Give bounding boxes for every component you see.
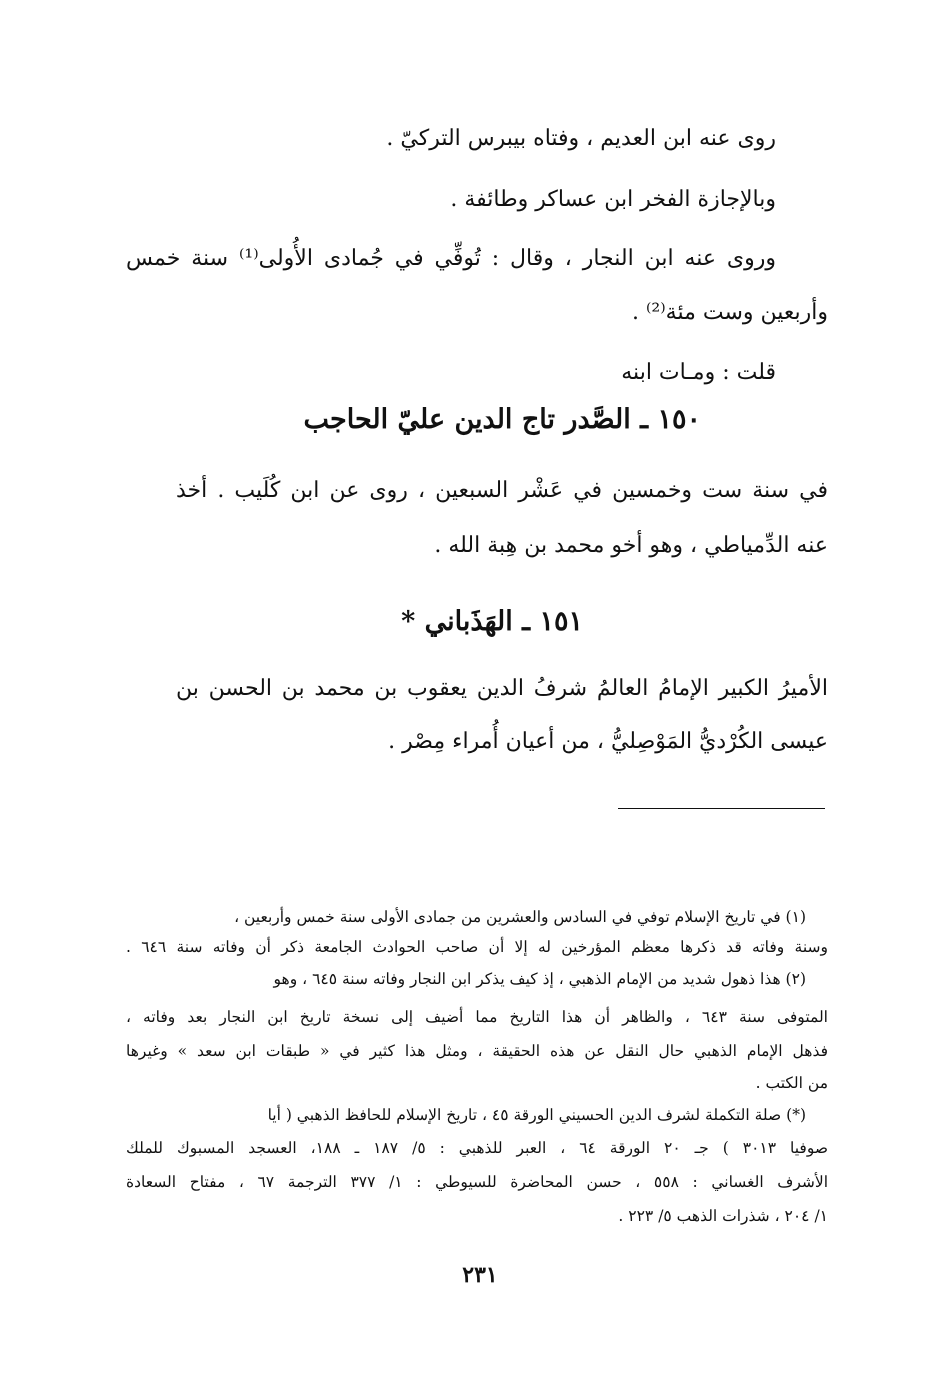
body-line-1: روى عنه ابن العديم ، وفتاه بيبرس التركيّ . bbox=[386, 126, 776, 151]
footnote-separator bbox=[618, 808, 825, 809]
body-line-2: وبالإجازة الفخر ابن عساكر وطائفة . bbox=[450, 187, 776, 212]
footnote-line-10: ١/ ٢٠٤ ، شذرات الذهب ٥/ ٢٢٣ . bbox=[618, 1207, 828, 1225]
body-line-4: وأربعين وست مئة⁽²⁾ . bbox=[632, 300, 828, 325]
footnote-line-3: (٢) هذا ذهول شديد من الإمام الذهبي ، إذ كيف يذكر ابن النجار وفاته سنة ٦٤٥ ، وهو bbox=[273, 970, 806, 988]
body-line-3: وروى عنه ابن النجار ، وقال : تُوفِّي في جُمادى الأُولى⁽¹⁾ سنة خمس bbox=[126, 246, 776, 271]
footnote-line-7: (*) صلة التكملة لشرف الدين الحسيني الورقة ٤٥ ، تاريخ الإسلام للحافظ الذهبي ( أيا bbox=[267, 1106, 806, 1124]
body-line-5: قلت : ومـات ابنه bbox=[621, 360, 776, 385]
entry-151-line-1: الأميرُ الكبير الإمامُ العالمُ شرفُ الدين يعقوب بن محمد بن الحسن بن bbox=[176, 676, 828, 701]
page-number: ٢٣١ bbox=[462, 1262, 498, 1288]
footnote-line-8: صوفيا ٣٠١٣ ) جـ ٢٠ الورقة ٦٤ ، العبر للذهبي : ٥/ ١٨٧ ـ ١٨٨، العسجد المسبوك للملك bbox=[126, 1139, 829, 1157]
footnote-line-1: (١) في تاريخ الإسلام توفي في السادس والعشرين من جمادى الأولى سنة خمس وأربعين ، bbox=[234, 908, 806, 926]
footnote-line-9: الأشرف الغساني : ٥٥٨ ، حسن المحاضرة للسيوطي : ١/ ٣٧٧ الترجمة ٦٧ ، مفتاح السعادة bbox=[126, 1173, 829, 1191]
footnote-line-6: من الكتب . bbox=[755, 1074, 828, 1092]
entry-151-line-2: عيسى الكُرْديُّ المَوْصِليُّ ، من أعيان أُمراء مِصْر . bbox=[388, 729, 828, 754]
footnote-line-2: وسنة وفاته قد ذكرها معظم المؤرخين له إلا أن صاحب الحوادث الجامعة ذكر أن وفاته سنة ٦٤٦ . bbox=[126, 938, 828, 956]
entry-151-heading: ١٥١ ـ الهَذَباني * bbox=[401, 606, 583, 637]
footnote-line-4: المتوفى سنة ٦٤٣ ، والظاهر أن هذا التاريخ مما أضيف إلى نسخة تاريخ ابن النجار بعد وفاته ، bbox=[126, 1008, 828, 1026]
entry-150-line-2: عنه الدِّمياطي ، وهو أخو محمد بن هِبة الله . bbox=[434, 533, 828, 558]
footnote-line-5: فذهل الإمام الذهبي حال النقل عن هذه الحقيقة ، ومثل هذا كثير في « طبقات ابن سعد » وغيرها bbox=[126, 1042, 828, 1060]
entry-150-line-1: في سنة ست وخمسين في عَشْر السبعين ، روى عن ابن كُلَيب . أخذ bbox=[176, 478, 828, 503]
entry-150-heading: ١٥٠ ـ الصَّدر تاج الدين عليّ الحاجب bbox=[303, 404, 701, 435]
